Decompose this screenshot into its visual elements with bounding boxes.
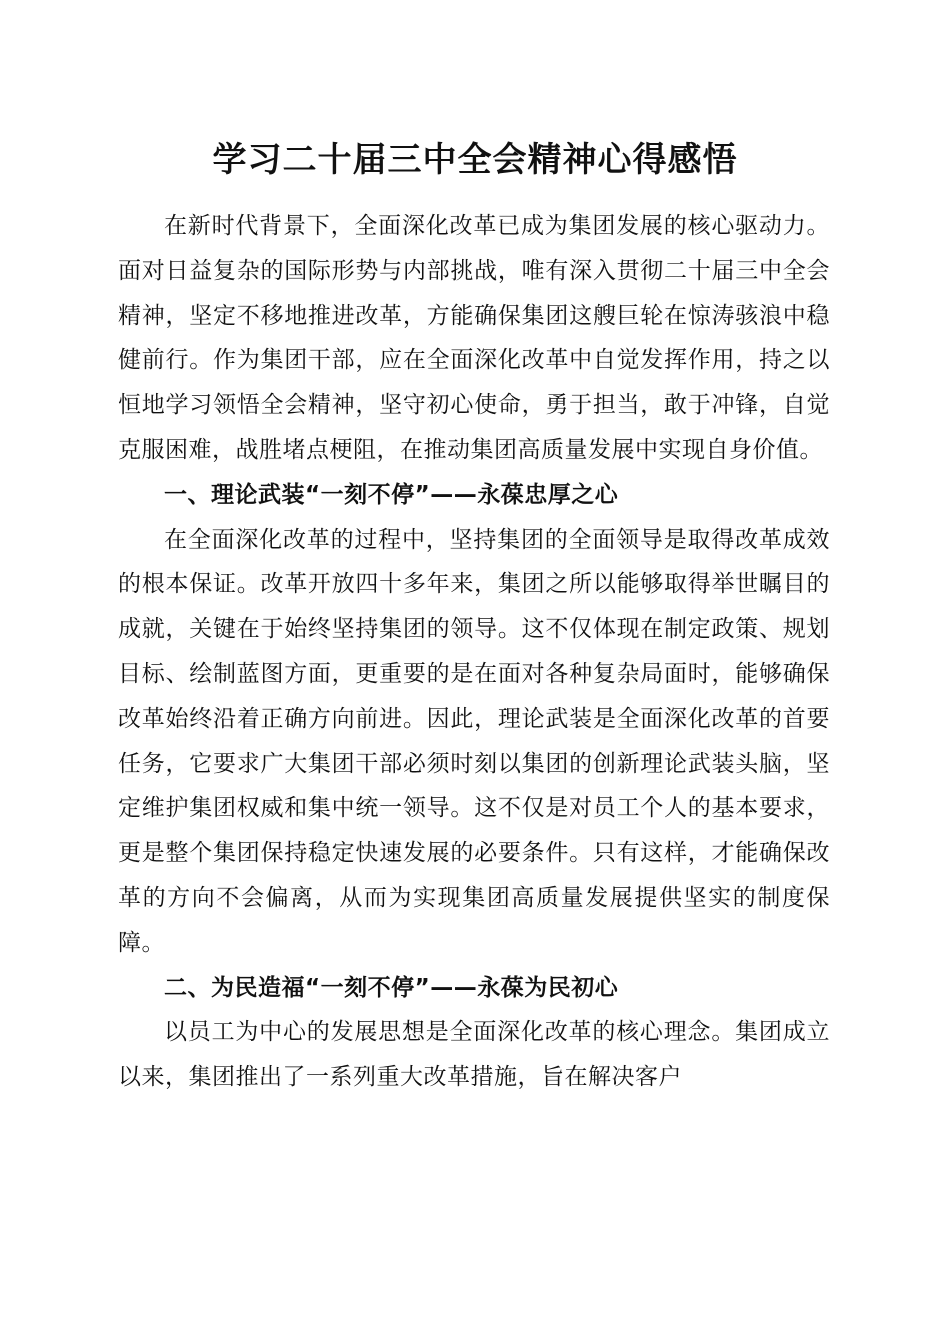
document-title: 学习二十届三中全会精神心得感悟 (212, 140, 738, 180)
intro-paragraph: 在新时代背景下，全面深化改革已成为集团发展的核心驱动力。面对日益复杂的国际形势与内部挑战，唯有深入贯彻二十届三中全会精神，坚定不移地推进改革，方能确保集团这艘巨轮在惊涛骇浪中稳健前行。作为集团干部，应在全面深化改革中自觉发挥作用，持之以恒地学习领悟全会精神，坚守初心使命，勇于担当，敢于冲锋，自觉克服困难，战胜堵点梗阻，在推动集团高质量发展中实现自身价值。 (118, 213, 830, 463)
section-1-paragraph: 在全面深化改革的过程中，坚持集团的全面领导是取得改革成效的根本保证。改革开放四十多年来，集团之所以能够取得举世瞩目的成就，关键在于始终坚持集团的领导。这不仅体现在制定政策、规划目标、绘制蓝图方面，更重要的是在面对各种复杂局面时，能够确保改革始终沿着正确方向前进。因此，理论武装是全面深化改革的首要任务，它要求广大集团干部必须时刻以集团的创新理论武装头脑，坚定维护集团权威和集中统一领导。这不仅是对员工个人的基本要求，更是整个集团保持稳定快速发展的必要条件。只有这样，才能确保改革的方向不会偏离，从而为实现集团高质量发展提供坚实的制度保障。 (118, 526, 830, 956)
document-body (118, 204, 830, 1100)
section-1-heading: 一、理论武装“一刻不停”——永葆忠厚之心 (164, 481, 619, 508)
section-2-paragraph: 以员工为中心的发展思想是全面深化改革的核心理念。集团成立以来，集团推出了一系列重大改革措施，旨在解决客户 (118, 1019, 830, 1091)
section-2-heading: 二、为民造福“一刻不停”——永葆为民初心 (164, 974, 619, 1001)
